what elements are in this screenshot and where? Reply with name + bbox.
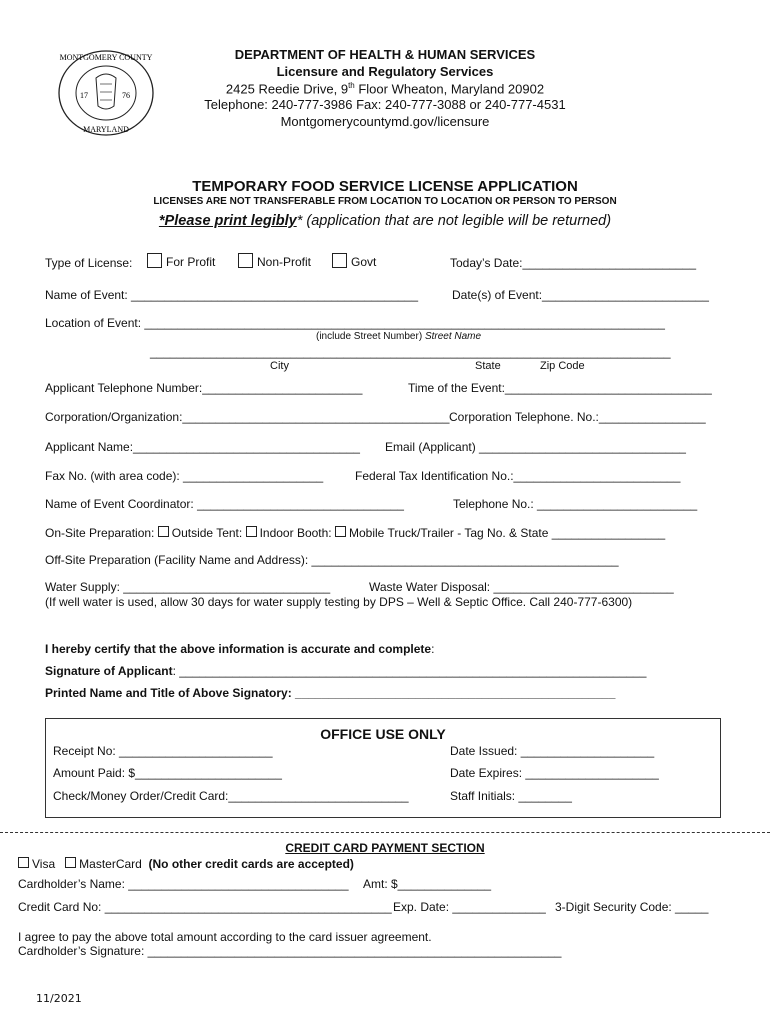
license-type-label: Type of License:	[45, 256, 133, 270]
for-profit-label: For Profit	[166, 255, 216, 269]
staff-initials-field[interactable]: Staff Initials: ________	[450, 789, 572, 803]
non-profit-option[interactable]	[238, 253, 311, 269]
signature-line[interactable]: : ______________________________________________________________________	[172, 664, 647, 678]
non-profit-label: Non-Profit	[257, 255, 312, 269]
event-dates-field[interactable]: Date(s) of Event:_________________________	[452, 288, 709, 302]
non-profit-checkbox[interactable]	[238, 253, 253, 268]
seal-bottom-text: MARYLAND	[83, 125, 129, 134]
govt-option[interactable]	[332, 253, 376, 269]
signature-applicant-field[interactable]	[45, 664, 646, 678]
print-legibly-note	[0, 213, 770, 229]
certify-statement	[45, 642, 434, 656]
address	[160, 81, 610, 96]
page-title: TEMPORARY FOOD SERVICE LICENSE APPLICATION	[192, 178, 578, 195]
city-label: City	[270, 360, 289, 372]
payment-method-field[interactable]: Check/Money Order/Credit Card:___________________________	[53, 789, 409, 803]
security-code-field[interactable]: 3-Digit Security Code: _____	[555, 900, 709, 914]
agreement-text: I agree to pay the above total amount according to the card issuer agreement.	[18, 930, 432, 944]
outside-tent-label: Outside Tent:	[171, 526, 243, 540]
phone-line: Telephone: 240-777-3986 Fax: 240-777-3088 or 240-777-4531	[204, 97, 566, 112]
address-part-2: Floor Wheaton, Maryland 20902	[354, 81, 545, 97]
govt-label: Govt	[351, 255, 377, 269]
indoor-booth-checkbox[interactable]	[246, 526, 257, 537]
event-name-field[interactable]: Name of Event: ___________________________________________	[45, 288, 419, 302]
for-profit-checkbox[interactable]	[147, 253, 162, 268]
address-sup: th	[348, 81, 355, 90]
onsite-preparation-row	[45, 526, 665, 540]
signature-label: Signature of Applicant	[45, 664, 173, 678]
visa-label: Visa	[32, 857, 56, 871]
website: Montgomerycountymd.gov/licensure	[280, 114, 490, 129]
mastercard-label: MasterCard	[79, 857, 142, 871]
visa-checkbox[interactable]	[18, 857, 29, 868]
cardholder-name-field[interactable]: Cardholder’s Name: _________________________________	[18, 877, 349, 891]
certify-text: I hereby certify that the above information is accurate and complete	[45, 642, 432, 656]
indoor-booth-label: Indoor Booth:	[259, 526, 332, 540]
seal-year-right: 76	[122, 91, 130, 100]
email-field[interactable]: Email (Applicant) _______________________________	[385, 440, 686, 454]
card-number-field[interactable]: Credit Card No: ___________________________________________	[18, 900, 392, 914]
cardholder-signature-field[interactable]: Cardholder’s Signature: ______________________________________________________________	[18, 944, 562, 958]
print-note-bold: *Please print legibly	[158, 213, 297, 229]
license-type-row	[45, 256, 132, 270]
street-hint-b: Street Name	[424, 331, 482, 342]
event-coordinator-field[interactable]: Name of Event Coordinator: _______________________________	[45, 497, 404, 511]
applicant-name-field[interactable]: Applicant Name:__________________________________	[45, 440, 360, 454]
card-note: (No other credit cards are accepted)	[148, 857, 354, 871]
for-profit-option[interactable]	[147, 253, 215, 269]
event-time-field[interactable]: Time of the Event:_______________________________	[408, 381, 712, 395]
receipt-no-field[interactable]: Receipt No: _______________________	[53, 744, 273, 758]
coordinator-phone-field[interactable]: Telephone No.: ________________________	[453, 497, 698, 511]
onsite-label: On-Site Preparation:	[45, 526, 155, 540]
city-state-zip-line[interactable]: ______________________________________________________________________________	[150, 345, 671, 359]
offsite-preparation-field[interactable]: Off-Site Preparation (Facility Name and Address): ______________________________________________	[45, 553, 619, 567]
form-revision-date: 11/2021	[36, 992, 82, 1005]
waste-water-field[interactable]: Waste Water Disposal: ___________________________	[369, 580, 674, 594]
street-hint-a: (include Street Number)	[316, 331, 425, 342]
corporation-field[interactable]: Corporation/Organization:________________________________________	[45, 410, 450, 424]
fax-field[interactable]: Fax No. (with area code): _____________________	[45, 469, 324, 483]
govt-checkbox[interactable]	[332, 253, 347, 268]
state-label: State	[475, 360, 501, 372]
street-hint	[316, 331, 481, 342]
county-seal-logo	[56, 48, 156, 138]
page-subtitle: LICENSES ARE NOT TRANSFERABLE FROM LOCATION TO LOCATION OR PERSON TO PERSON	[153, 196, 617, 207]
mobile-truck-label[interactable]: Mobile Truck/Trailer - Tag No. & State _________________	[348, 526, 666, 540]
expiration-date-field[interactable]: Exp. Date: ______________	[393, 900, 546, 914]
cut-line-divider	[0, 832, 770, 833]
certify-colon: :	[431, 642, 435, 656]
printed-name-field[interactable]: Printed Name and Title of Above Signatory: ________________________________________________	[45, 686, 616, 700]
seal-year-left: 17	[80, 91, 88, 100]
department-name: DEPARTMENT OF HEALTH & HUMAN SERVICES	[234, 47, 536, 62]
amount-field[interactable]: Amt: $______________	[363, 877, 492, 891]
office-use-heading: OFFICE USE ONLY	[320, 726, 446, 742]
seal-top-text: MONTGOMERY COUNTY	[59, 53, 153, 62]
mobile-truck-checkbox[interactable]	[335, 526, 346, 537]
todays-date-field[interactable]: Today’s Date:__________________________	[450, 256, 697, 270]
mastercard-checkbox[interactable]	[65, 857, 76, 868]
water-supply-field[interactable]: Water Supply: _______________________________	[45, 580, 331, 594]
outside-tent-checkbox[interactable]	[158, 526, 169, 537]
date-expires-field[interactable]: Date Expires: ____________________	[450, 766, 659, 780]
amount-paid-field[interactable]: Amount Paid: $______________________	[53, 766, 282, 780]
division-name: Licensure and Regulatory Services	[276, 64, 494, 79]
applicant-phone-field[interactable]: Applicant Telephone Number:________________________	[45, 381, 363, 395]
zip-label: Zip Code	[540, 360, 585, 372]
event-location-field[interactable]: Location of Event: ______________________________________________________________________________	[45, 316, 665, 330]
date-issued-field[interactable]: Date Issued: ____________________	[450, 744, 655, 758]
corporation-phone-field[interactable]: Corporation Telephone. No.:________________	[449, 410, 706, 424]
address-part: 2425 Reedie Drive, 9	[225, 81, 349, 97]
well-water-note: (If well water is used, allow 30 days for water supply testing by DPS – Well & Septic Office. Call 240-777-6300)	[45, 595, 633, 609]
card-type-row	[18, 857, 354, 871]
print-note-rest: * (application that are not legible will be returned)	[296, 213, 612, 229]
federal-tax-id-field[interactable]: Federal Tax Identification No.:_________________________	[355, 469, 681, 483]
credit-card-heading: CREDIT CARD PAYMENT SECTION	[285, 841, 485, 855]
